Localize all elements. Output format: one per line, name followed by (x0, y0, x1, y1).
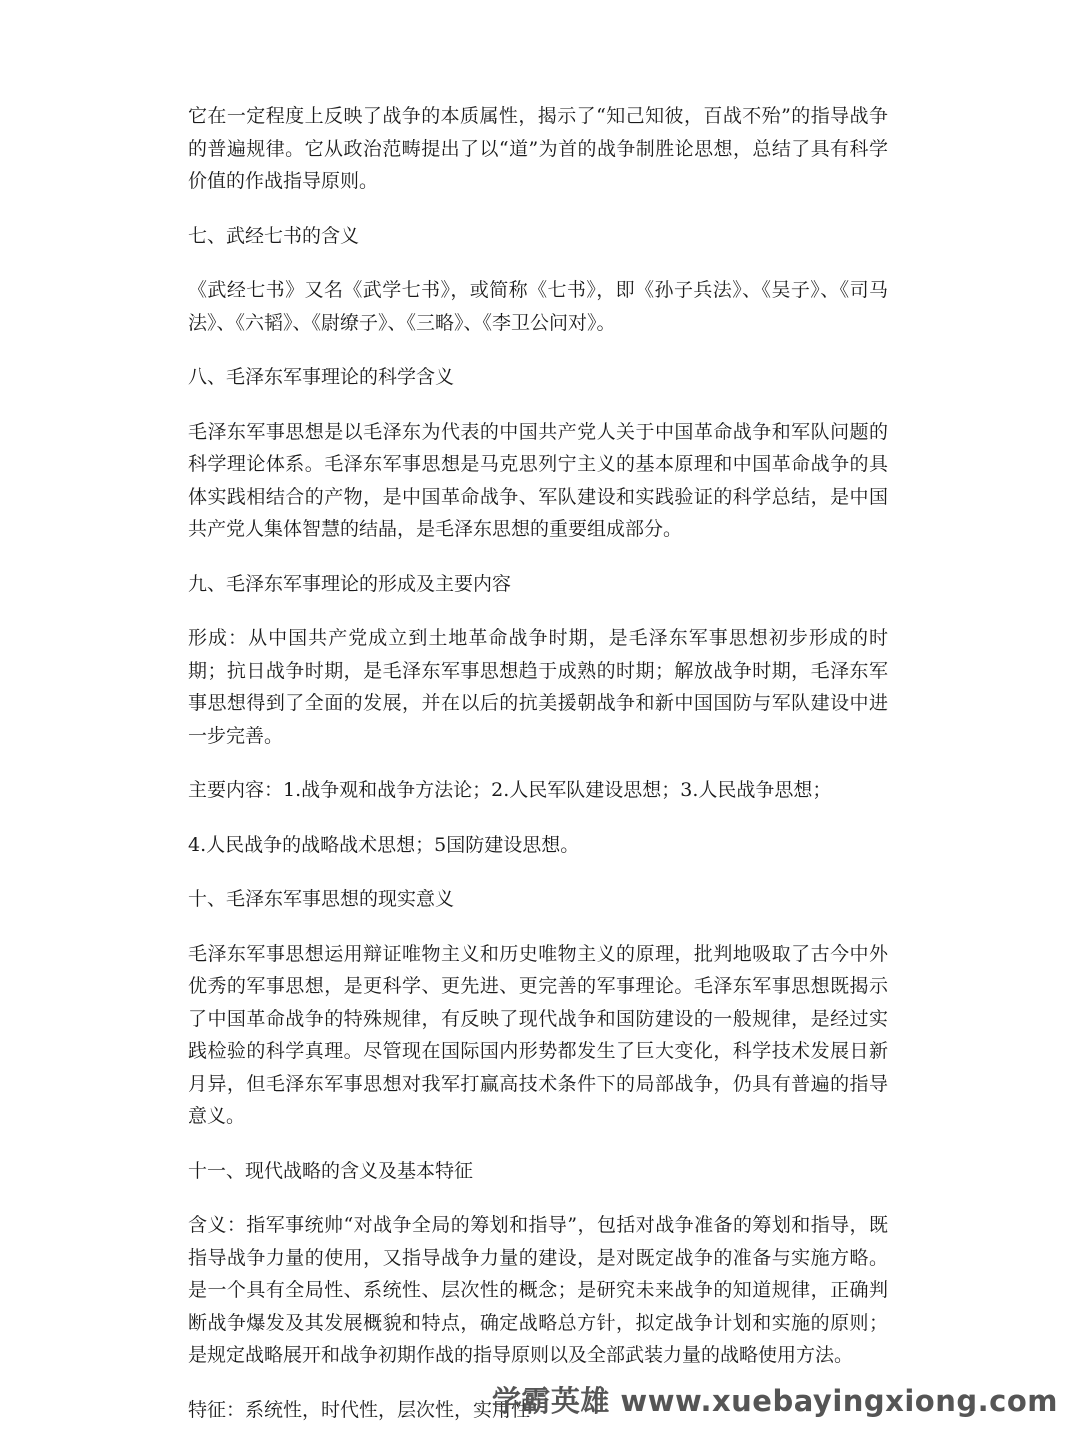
paragraph-main-content-2: 4.人民战争的战略战术思想；5国防建设思想。 (188, 833, 580, 856)
heading-formation-content: 九、毛泽东军事理论的形成及主要内容 (188, 572, 512, 595)
paragraph-strategy-meaning: 含义：指军事统帅“对战争全局的筹划和指导”，包括对战争准备的筹划和指导，既指导战争力量的使用，又指导战争力量的建设，是对既定战争的准备与实施方略。是一个具有全局性、系统性、层次性的概念；是研究未来战争的知道规律，正确判断战争爆发及其发展概貌和特点，确定战略总方针，拟定战争计划和实施的原则；是规定战略展开和战争初期作战的指导原则以及全部武装力量的战略使用方法。 (188, 1214, 888, 1366)
heading-wujing-qishu: 七、武经七书的含义 (188, 224, 360, 247)
paragraph-strategy-features: 特征：系统性，时代性，层次性，实用性 (188, 1398, 531, 1421)
site-watermark: 学霸英雄 www.xuebayingxiong.com (491, 1384, 1058, 1418)
heading-military-theory-meaning: 八、毛泽东军事理论的科学含义 (188, 366, 455, 388)
paragraph-wujing-qishu: 《武经七书》又名《武学七书》，或简称《七书》，即《孙子兵法》、《吴子》、《司马法》、《六韬》、《尉缭子》、《三略》、《李卫公问对》。 (188, 279, 888, 334)
paragraph-sunzi-significance: 它在一定程度上反映了战争的本质属性，揭示了“知己知彼，百战不殆”的指导战争的普遍规律。它从政治范畴提出了以“道”为首的战争制胜论思想，总结了具有科学价值的作战指导原则。 (188, 105, 888, 192)
paragraph-formation: 形成：从中国共产党成立到土地革命战争时期，是毛泽东军事思想初步形成的时期；抗日战争时期，是毛泽东军事思想趋于成熟的时期；解放战争时期，毛泽东军事思想得到了全面的发展，并在以后的抗美援朝战争和新中国国防与军队建设中进一步完善。 (188, 627, 888, 747)
paragraph-main-content-1: 主要内容：1.战争观和战争方法论；2.人民军队建设思想；3.人民战争思想； (188, 779, 832, 801)
document-body (188, 100, 888, 1448)
paragraph-practical-significance: 毛泽东军事思想运用辩证唯物主义和历史唯物主义的原理，批判地吸取了古今中外优秀的军事思想，是更科学、更先进、更完善的军事理论。毛泽东军事思想既揭示了中国革命战争的特殊规律，有反映了现代战争和国防建设的一般规律，是经过实践检验的科学真理。尽管现在国际国内形势都发生了巨大变化，科学技术发展日新月异，但毛泽东军事思想对我军打赢高技术条件下的局部战争，仍具有普遍的指导意义。 (188, 942, 888, 1127)
paragraph-military-theory-meaning: 毛泽东军事思想是以毛泽东为代表的中国共产党人关于中国革命战争和军队问题的科学理论体系。毛泽东军事思想是马克思列宁主义的基本原理和中国革命战争的具体实践相结合的产物，是中国革命战争、军队建设和实践验证的科学总结，是中国共产党人集体智慧的结晶，是毛泽东思想的重要组成部分。 (188, 420, 888, 540)
heading-practical-significance: 十、毛泽东军事思想的现实意义 (188, 888, 455, 910)
heading-modern-strategy: 十一、现代战略的含义及基本特征 (188, 1159, 474, 1182)
